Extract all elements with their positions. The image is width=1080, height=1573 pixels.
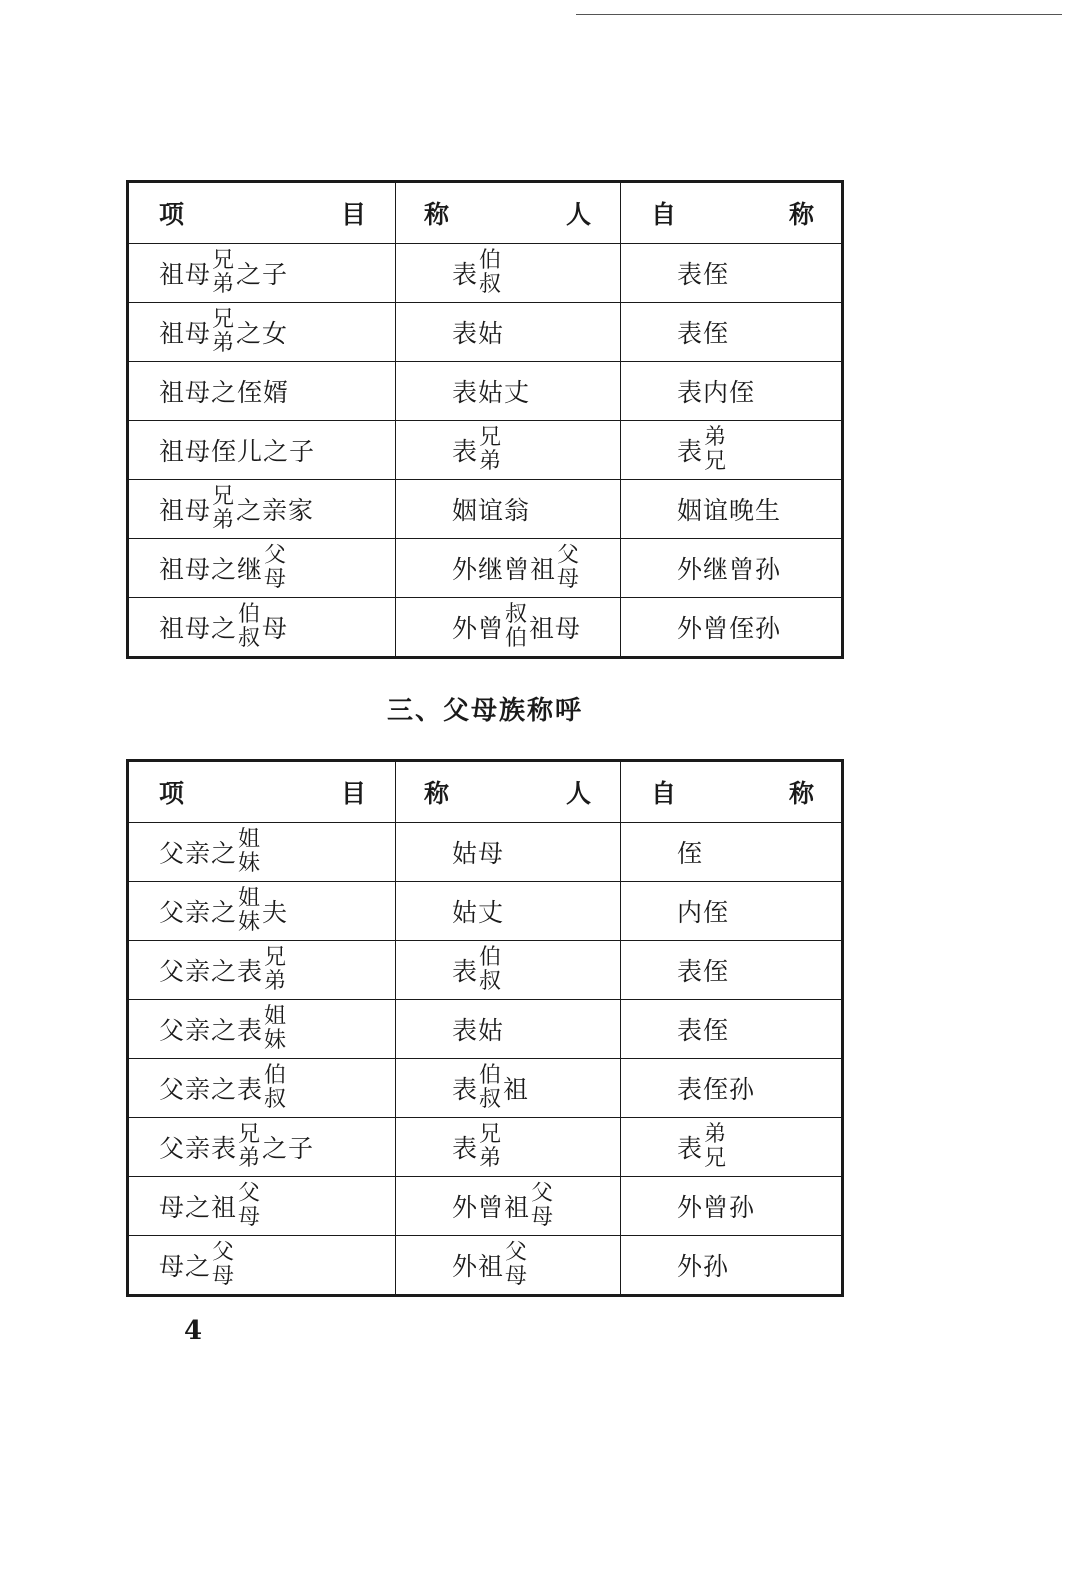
cell-text: 祖母 xyxy=(159,496,212,525)
stacked-char: 妹 xyxy=(264,1028,288,1053)
cell-self xyxy=(621,598,841,656)
cell-text: 夫 xyxy=(262,898,289,927)
stacked-chars xyxy=(479,1123,502,1171)
cell-item xyxy=(129,1236,396,1294)
stacked-char: 兄 xyxy=(264,945,288,970)
cell-self xyxy=(621,1118,841,1176)
cell-addressee xyxy=(396,303,621,361)
stacked-char: 兄 xyxy=(238,1122,262,1147)
stacked-char: 父 xyxy=(557,543,581,568)
table-row xyxy=(129,1117,841,1176)
stacked-char: 母 xyxy=(531,1205,555,1230)
cell-text: 之亲家 xyxy=(236,496,315,525)
stacked-char: 父 xyxy=(531,1181,555,1206)
stacked-char: 弟 xyxy=(704,425,728,450)
cell-self xyxy=(621,480,841,538)
section-title: 三、父母族称呼 xyxy=(386,696,583,726)
stacked-char: 姐 xyxy=(238,886,262,911)
cell-self xyxy=(621,1177,841,1235)
stacked-chars xyxy=(479,426,502,474)
stacked-chars xyxy=(238,887,261,935)
stacked-chars xyxy=(212,249,235,297)
cell-self xyxy=(621,421,841,479)
stacked-char: 兄 xyxy=(479,425,503,450)
cell-text: 表侄 xyxy=(677,260,730,289)
cell-text: 表 xyxy=(452,957,479,986)
cell-addressee xyxy=(396,539,621,597)
stacked-char: 父 xyxy=(238,1181,262,1206)
stacked-chars xyxy=(212,308,235,356)
stacked-char: 妹 xyxy=(238,910,262,935)
cell-item xyxy=(129,941,396,999)
stacked-char: 弟 xyxy=(479,1146,503,1171)
cell-text: 父亲之表 xyxy=(159,1075,264,1104)
stacked-char: 伯 xyxy=(264,1063,288,1088)
cell-text: 内侄 xyxy=(677,898,730,927)
cell-text: 表姑丈 xyxy=(452,378,531,407)
stacked-chars xyxy=(264,1064,287,1112)
stacked-char: 母 xyxy=(212,1264,236,1289)
stacked-char: 兄 xyxy=(212,484,236,509)
stacked-char: 母 xyxy=(557,567,581,592)
cell-text: 姑母 xyxy=(452,839,505,868)
cell-text: 母之祖 xyxy=(159,1193,238,1222)
cell-text: 外曾祖 xyxy=(452,1193,531,1222)
cell-self xyxy=(621,362,841,420)
cell-text: 表侄 xyxy=(677,1016,730,1045)
cell-item xyxy=(129,421,396,479)
relation-table-1 xyxy=(126,180,844,659)
cell-self xyxy=(621,539,841,597)
cell-self xyxy=(621,1000,841,1058)
cell-text: 表 xyxy=(452,1134,479,1163)
stacked-char: 叔 xyxy=(479,969,503,994)
stacked-chars xyxy=(238,1123,261,1171)
cell-item xyxy=(129,882,396,940)
cell-addressee xyxy=(396,1000,621,1058)
cell-self xyxy=(621,941,841,999)
cell-addressee xyxy=(396,1236,621,1294)
stacked-char: 叔 xyxy=(505,602,529,627)
cell-text: 之子 xyxy=(236,260,289,289)
header-item: 项 目 xyxy=(129,762,396,822)
stacked-char: 伯 xyxy=(238,602,262,627)
cell-text: 表侄 xyxy=(677,957,730,986)
stacked-char: 妹 xyxy=(238,851,262,876)
cell-text: 祖母 xyxy=(159,260,212,289)
stacked-chars xyxy=(212,485,235,533)
cell-text: 祖母之 xyxy=(159,614,238,643)
cell-addressee xyxy=(396,362,621,420)
cell-item xyxy=(129,303,396,361)
cell-text: 表 xyxy=(452,437,479,466)
stacked-char: 兄 xyxy=(212,248,236,273)
cell-addressee xyxy=(396,421,621,479)
cell-self xyxy=(621,303,841,361)
table-header-row xyxy=(129,183,841,243)
cell-addressee xyxy=(396,1118,621,1176)
stacked-chars xyxy=(505,1241,528,1289)
stacked-chars xyxy=(557,544,580,592)
cell-text: 外曾侄孙 xyxy=(677,614,782,643)
cell-text: 父亲之 xyxy=(159,839,238,868)
table-row xyxy=(129,822,841,881)
stacked-char: 母 xyxy=(238,1205,262,1230)
cell-text: 祖 xyxy=(503,1075,530,1104)
stacked-char: 兄 xyxy=(479,1122,503,1147)
header-item: 项 目 xyxy=(129,183,396,243)
stacked-chars xyxy=(264,946,287,994)
stacked-char: 伯 xyxy=(505,626,529,651)
stacked-char: 兄 xyxy=(704,1146,728,1171)
stacked-char: 叔 xyxy=(479,272,503,297)
cell-text: 父亲之 xyxy=(159,898,238,927)
stacked-chars xyxy=(264,544,287,592)
cell-text: 外曾 xyxy=(452,614,505,643)
cell-self xyxy=(621,1236,841,1294)
table-row xyxy=(129,479,841,538)
cell-item xyxy=(129,598,396,656)
cell-text: 表姑 xyxy=(452,1016,505,1045)
cell-item xyxy=(129,1177,396,1235)
cell-text: 表 xyxy=(452,260,479,289)
cell-text: 表侄孙 xyxy=(677,1075,756,1104)
cell-self xyxy=(621,823,841,881)
stacked-char: 兄 xyxy=(212,307,236,332)
cell-text: 表侄 xyxy=(677,319,730,348)
cell-text: 之子 xyxy=(262,1134,315,1163)
cell-text: 母 xyxy=(262,614,289,643)
table-row xyxy=(129,420,841,479)
page-number: 4 xyxy=(184,1316,203,1346)
cell-text: 祖母之继 xyxy=(159,555,264,584)
stacked-chars xyxy=(531,1182,554,1230)
stacked-char: 伯 xyxy=(479,248,503,273)
stacked-char: 母 xyxy=(505,1264,529,1289)
cell-item xyxy=(129,823,396,881)
stacked-chars xyxy=(238,603,261,651)
cell-text: 外孙 xyxy=(677,1252,730,1281)
cell-item xyxy=(129,244,396,302)
stacked-char: 姐 xyxy=(264,1004,288,1029)
stacked-char: 弟 xyxy=(704,1122,728,1147)
table-header-row xyxy=(129,762,841,822)
cell-text: 表姑 xyxy=(452,319,505,348)
cell-text: 父亲之表 xyxy=(159,957,264,986)
cell-text: 之女 xyxy=(236,319,289,348)
stacked-char: 弟 xyxy=(479,449,503,474)
stacked-chars xyxy=(704,426,727,474)
stacked-char: 弟 xyxy=(264,969,288,994)
cell-text: 外祖 xyxy=(452,1252,505,1281)
cell-text: 姻谊翁 xyxy=(452,496,531,525)
stacked-chars xyxy=(212,1241,235,1289)
relation-table-2 xyxy=(126,759,844,1297)
header-addressee: 称 人 xyxy=(396,183,621,243)
top-rule xyxy=(576,14,1062,15)
table-row xyxy=(129,940,841,999)
cell-text: 外曾孙 xyxy=(677,1193,756,1222)
stacked-char: 弟 xyxy=(238,1146,262,1171)
stacked-char: 伯 xyxy=(479,1063,503,1088)
stacked-char: 弟 xyxy=(212,272,236,297)
cell-addressee xyxy=(396,882,621,940)
stacked-char: 母 xyxy=(264,567,288,592)
cell-item xyxy=(129,1059,396,1117)
stacked-chars xyxy=(238,1182,261,1230)
cell-text: 表内侄 xyxy=(677,378,756,407)
cell-text: 表 xyxy=(677,1134,704,1163)
cell-addressee xyxy=(396,941,621,999)
stacked-char: 叔 xyxy=(238,626,262,651)
stacked-chars xyxy=(479,1064,502,1112)
cell-self xyxy=(621,1059,841,1117)
stacked-chars xyxy=(479,249,502,297)
table-row xyxy=(129,361,841,420)
table-row xyxy=(129,881,841,940)
table-row xyxy=(129,1058,841,1117)
cell-item xyxy=(129,480,396,538)
cell-addressee xyxy=(396,244,621,302)
cell-addressee xyxy=(396,480,621,538)
stacked-char: 父 xyxy=(212,1240,236,1265)
cell-text: 母之 xyxy=(159,1252,212,1281)
cell-text: 侄 xyxy=(677,839,704,868)
cell-text: 祖母侄儿之子 xyxy=(159,437,316,466)
cell-addressee xyxy=(396,598,621,656)
cell-item xyxy=(129,539,396,597)
cell-item xyxy=(129,1000,396,1058)
stacked-char: 姐 xyxy=(238,827,262,852)
stacked-chars xyxy=(704,1123,727,1171)
stacked-char: 叔 xyxy=(264,1087,288,1112)
table-row xyxy=(129,538,841,597)
cell-text: 表 xyxy=(677,437,704,466)
stacked-char: 叔 xyxy=(479,1087,503,1112)
cell-text: 祖母 xyxy=(529,614,582,643)
cell-text: 祖母之侄婿 xyxy=(159,378,290,407)
cell-text: 父亲表 xyxy=(159,1134,238,1163)
table-row xyxy=(129,243,841,302)
cell-text: 姻谊晚生 xyxy=(677,496,782,525)
stacked-chars xyxy=(479,946,502,994)
cell-text: 姑丈 xyxy=(452,898,505,927)
cell-item xyxy=(129,1118,396,1176)
table-row xyxy=(129,1176,841,1235)
header-self: 自 称 xyxy=(651,779,815,808)
table-row xyxy=(129,302,841,361)
cell-text: 表 xyxy=(452,1075,479,1104)
header-addressee: 称 人 xyxy=(396,762,621,822)
cell-addressee xyxy=(396,1177,621,1235)
stacked-char: 父 xyxy=(264,543,288,568)
stacked-chars xyxy=(238,828,261,876)
cell-text: 外继曾孙 xyxy=(677,555,782,584)
header-self: 自 称 xyxy=(651,200,815,229)
stacked-char: 弟 xyxy=(212,331,236,356)
stacked-char: 弟 xyxy=(212,508,236,533)
stacked-char: 伯 xyxy=(479,945,503,970)
cell-text: 外继曾祖 xyxy=(452,555,557,584)
stacked-char: 兄 xyxy=(704,449,728,474)
table-row xyxy=(129,597,841,656)
cell-text: 父亲之表 xyxy=(159,1016,264,1045)
cell-self xyxy=(621,882,841,940)
stacked-chars xyxy=(505,603,528,651)
stacked-chars xyxy=(264,1005,287,1053)
cell-text: 祖母 xyxy=(159,319,212,348)
table-row xyxy=(129,999,841,1058)
stacked-char: 父 xyxy=(505,1240,529,1265)
cell-addressee xyxy=(396,823,621,881)
table-row xyxy=(129,1235,841,1294)
cell-addressee xyxy=(396,1059,621,1117)
cell-item xyxy=(129,362,396,420)
cell-self xyxy=(621,244,841,302)
